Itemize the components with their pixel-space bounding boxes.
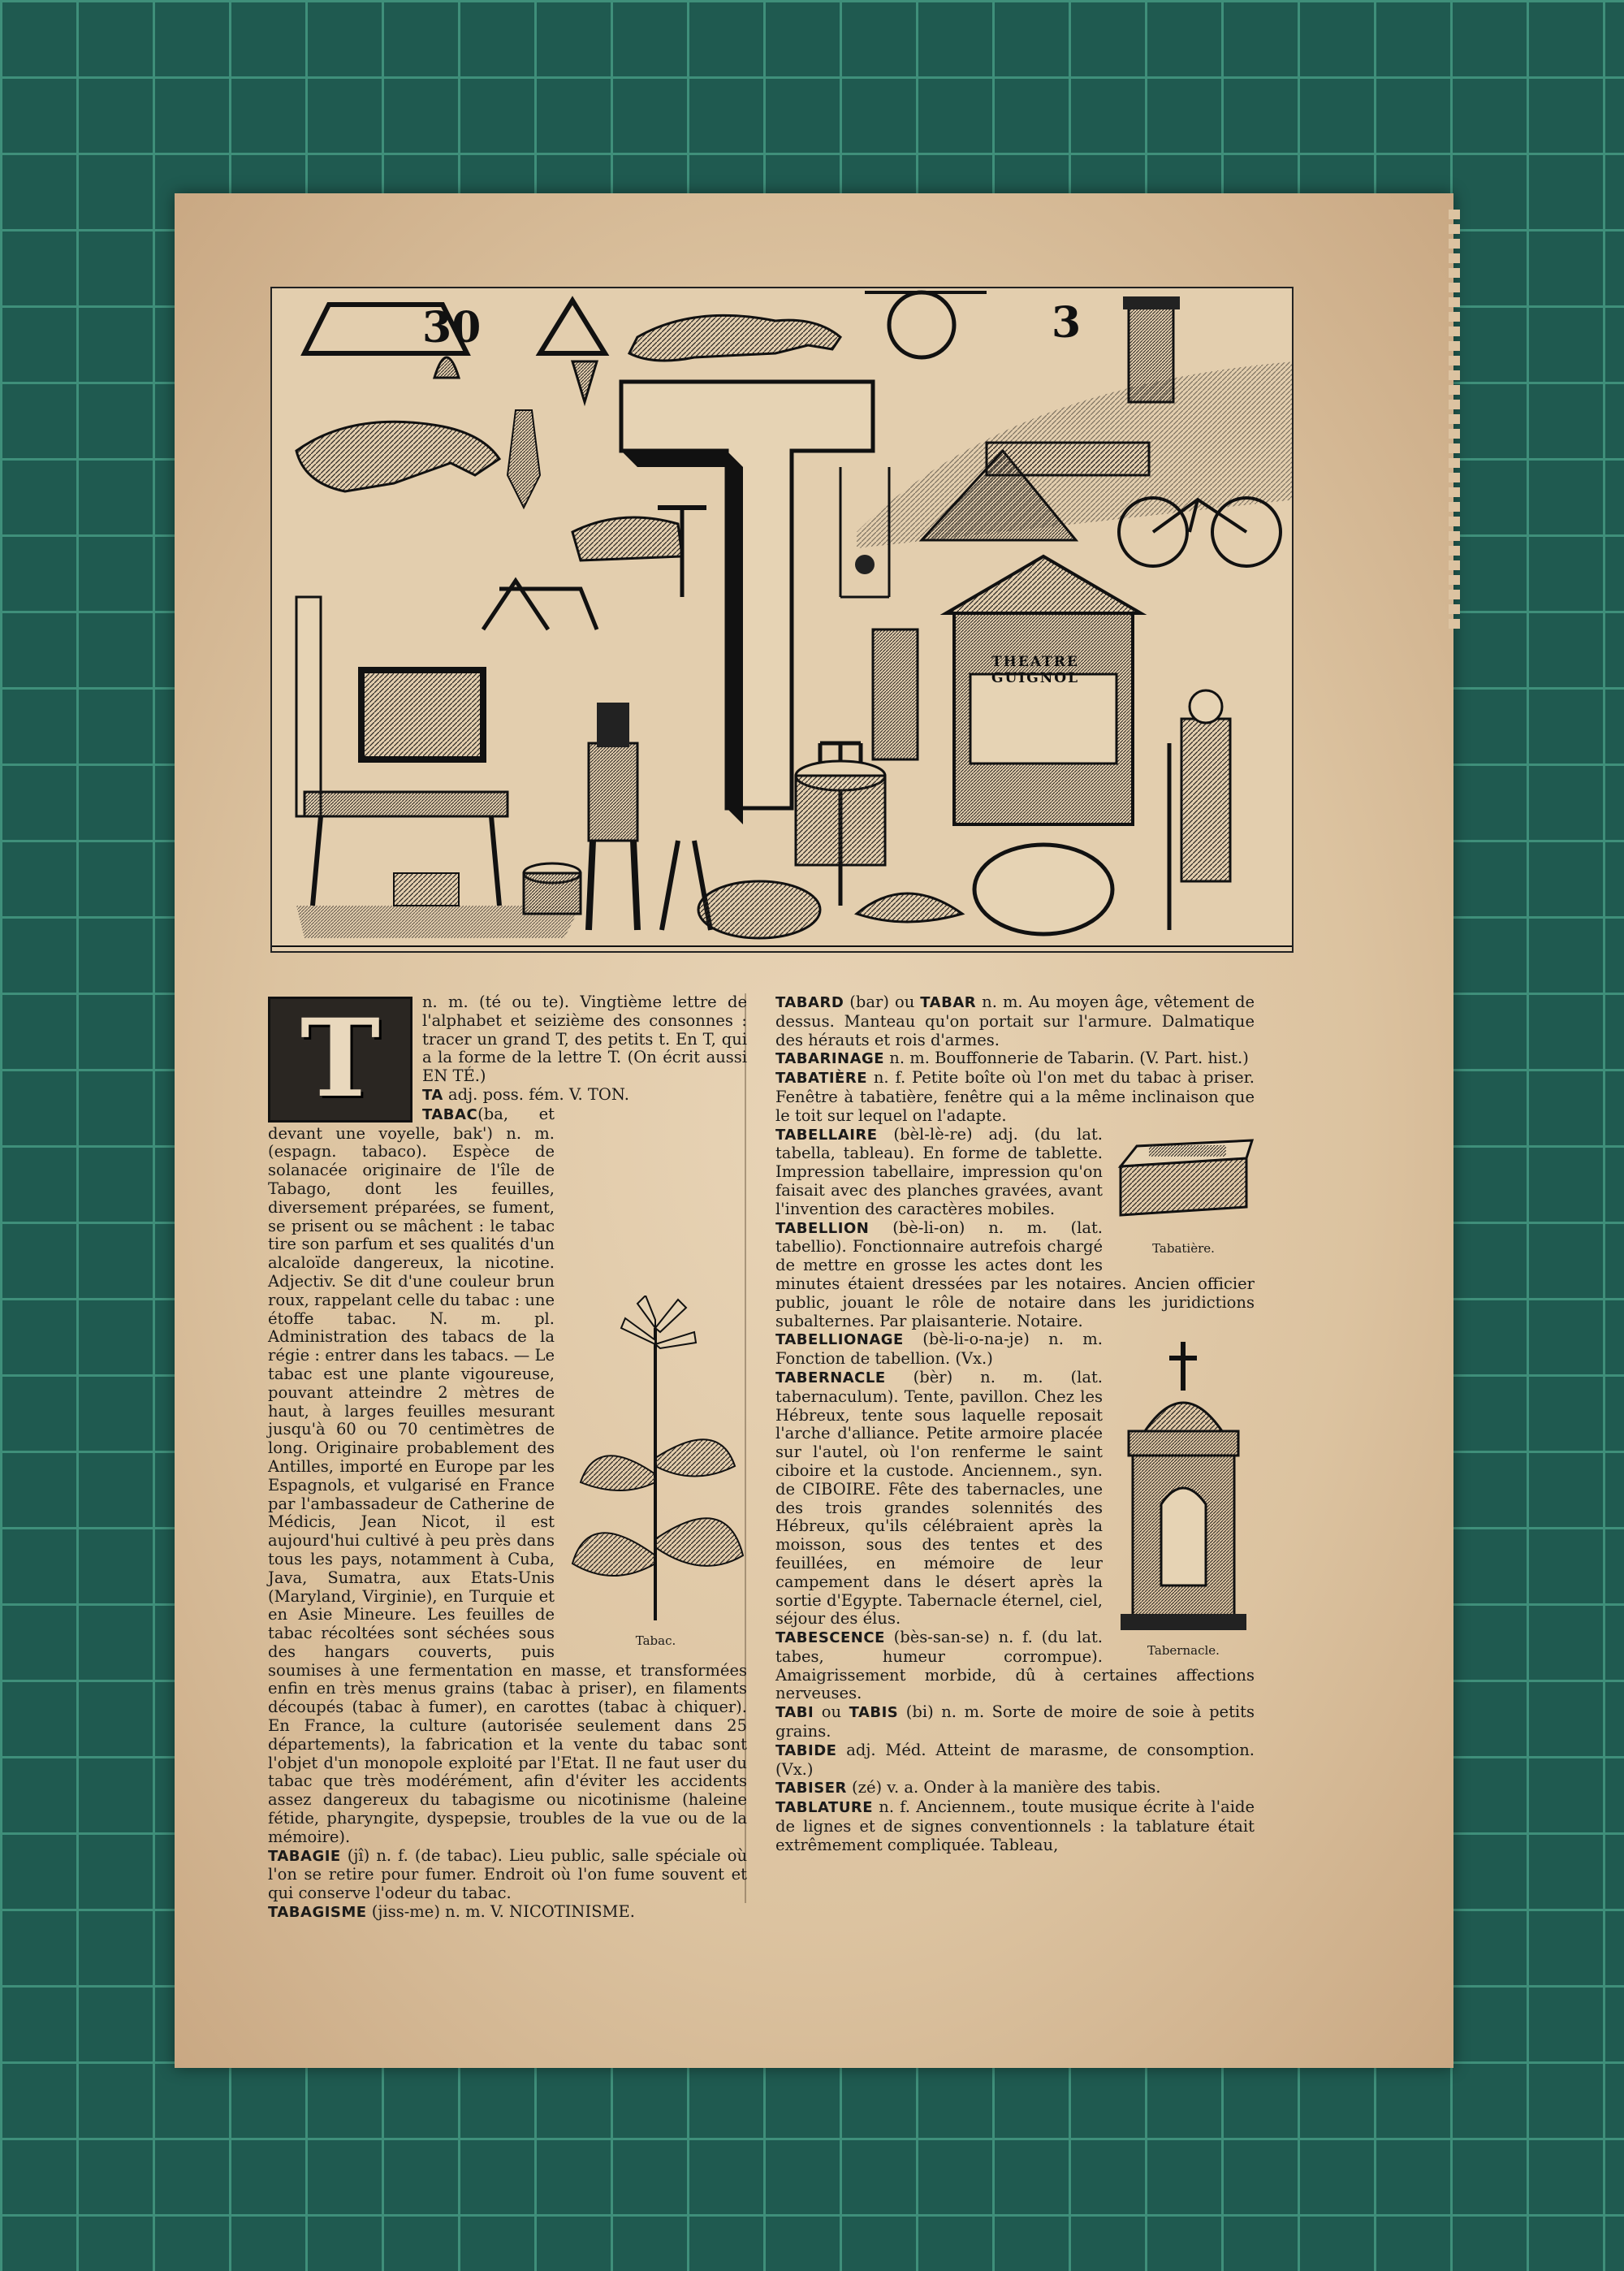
painting-drawing (361, 670, 483, 759)
right-column (775, 993, 1255, 1855)
entry-tablature: TABLATURE n. f. Anciennem., toute musique écrite à l'aide de lignes et de signes conventionnels : la tablature était extrêmement compliquée. Tableau, (775, 1797, 1255, 1854)
headword: TABIS (849, 1704, 899, 1722)
figure-tabernacle (1112, 1335, 1255, 1660)
headword: TABAGIE (268, 1847, 341, 1865)
tambourine-drawing (974, 845, 1112, 934)
headword: TABELLION (775, 1219, 870, 1237)
ornamental-dropcap: T (268, 997, 412, 1123)
dictionary-page (175, 193, 1453, 2068)
tapir-drawing (572, 517, 682, 560)
plate-label-3: 3 (1052, 298, 1082, 348)
tiger-drawing (629, 315, 840, 361)
headword: TABESCENCE (775, 1629, 885, 1647)
headword: TABARINAGE (775, 1050, 885, 1068)
headword: TABATIÈRE (775, 1070, 867, 1088)
circle-tangent-shape (889, 292, 954, 357)
figure-caption: Tabernacle. (1147, 1643, 1220, 1659)
tower-drawing (1129, 305, 1173, 402)
headword: TABARD (775, 994, 844, 1011)
figure-caption: Tabatière. (1152, 1241, 1215, 1257)
headword: TABLATURE (775, 1799, 874, 1817)
tricorn-drawing (857, 893, 962, 922)
entry-tabatiere: TABATIÈRE n. f. Petite boîte où l'on met du tabac à priser. Fenêtre à tabatière, fenêtre qui a la même inclinaison que le toit sur lequel on l'adapte. (775, 1068, 1255, 1125)
matador-drawing (508, 410, 540, 508)
entry-tabescence: TABESCENCE (bès-san-se) n. f. (du lat. tabes, humeur corrompue). Amaigrissement morbide, dû à certaines affections nerveuses. (775, 1628, 1255, 1703)
entry-tabac: TABAC(ba, et devant une voyelle, bak') n. m. (espagn. tabaco). Espèce de solanacée originaire de l'île de Tabago, dont les feuilles, diversement préparées, se fument, se prisent ou se mâchent : le tabac tire son parfum et ses qualités d'un alcaloïde dangereux, la nicotine. Adjectiv. Se dit d'une couleur brun roux, rappelant celle du tabac : une étoffe tabac. N. m. pl. Administration des tabacs de la régie : entrer dans les tabacs. — Le tabac est une plante vigoureuse, pouvant atteindre 2 mètres de haut, à larges feuilles mesurant jusqu'à 60 ou 70 centimètres de long. Originaire probablement des Antilles, importé en Europe par les Espagnols, et vulgarisé en France par l'ambassadeur de Catherine de Médicis, Jean Nicot, il est aujourd'hui cultivé à peu près dans tous les pays, notamment à Cuba, Java, Sumatra, aux Etats-Unis (Maryland, Virginie), en Turquie et en Asie Mineure. Les feuilles de tabac récoltées sont séchées sous des hangars couverts, puis soumises à une fermentation en masse, et transformées enfin en très menus grains (tabac à priser), en filaments découpés (tabac à fumer), en carottes (tabac à chiquer). En France, la culture (autorisée seulement dans 25 départements), la fabrication et la vente du tabac sont l'objet d'un monopole exploité par l'Etat. Il ne faut user du tabac que très modérément, afin d'éviter les accidents assez dangereux du tabagisme ou nicotinisme (haleine fétide, pharyngite, dyspepsie, troubles de la vue ou de la mémoire). (268, 1104, 747, 1846)
tabernacle-drawing (1112, 1342, 1255, 1634)
entry-t: n. m. (té ou te). Vingtième lettre de l'alphabet et seizième des consonnes : tracer un grand T, des petits t. En T, qui a la forme de la lettre T. (On écrit aussi EN TÉ.) (422, 993, 747, 1086)
headword: TABELLIONAGE (775, 1331, 904, 1349)
plate-engraving (272, 288, 1294, 953)
left-column (268, 993, 747, 1923)
entry-ta: TA adj. poss. fém. V. TON. (422, 1084, 629, 1104)
tobacco-plant-drawing (564, 1296, 747, 1624)
headword: TABAGISME (268, 1904, 367, 1922)
turco-soldier-drawing (1181, 719, 1230, 881)
entry-tabi: TABI ou TABIS (bi) n. m. Sorte de moire de soie à petits grains. (775, 1702, 1255, 1741)
cooper-drawing (873, 629, 918, 759)
entry-tabagisme: TABAGISME (jiss-me) n. m. V. NICOTINISME. (268, 1902, 635, 1922)
headword: TA (422, 1086, 443, 1104)
entry-tabagie: TABAGIE (jî) n. f. (de tabac). Lieu public, salle spéciale où l'on se retire pour fumer. Endroit où l'on fume souvent et qui conserve l'odeur du tabac. (268, 1845, 747, 1903)
thermometer-drawing (296, 597, 321, 816)
headword: TABELLAIRE (775, 1126, 878, 1144)
soldier-drawing (589, 743, 637, 841)
snuffbox-drawing (1112, 1134, 1255, 1233)
figure-tabac (564, 1292, 747, 1650)
bull-drawing (296, 422, 499, 491)
trestle-drawing (483, 581, 597, 629)
headword: TABI (775, 1704, 814, 1722)
turtle-drawing (698, 881, 820, 938)
illustration-plate (270, 287, 1294, 953)
entry-tabellionage: TABELLIONAGE (bè-li-o-na-je) n. m. Fonction de tabellion. (Vx.) (775, 1330, 1103, 1369)
figure-tabatiere (1112, 1131, 1255, 1259)
entry-tabellaire: TABELLAIRE (bèl-lè-re) adj. (du lat. tabella, tableau). En forme de tablette. Impression tabellaire, impression qu'on faisait avec des planches gravées, avant l'invention des caractères mobiles. (775, 1124, 1103, 1218)
headword: TABISER (775, 1780, 847, 1797)
headword: TABIDE (775, 1741, 837, 1759)
spinning-top-drawing (572, 361, 597, 402)
tiara-drawing (434, 357, 459, 378)
plate-label-30: 30 (422, 303, 482, 353)
table-drawing (304, 792, 508, 816)
train-drawing (987, 443, 1149, 475)
theatre-sign: THEATRE GUIGNOL (991, 654, 1080, 686)
entry-tabernacle: TABERNACLE (bèr) n. m. (lat. tabernaculum). Tente, pavillon. Chez les Hébreux, tente sous laquelle reposait l'arche d'alliance. Petite armoire placée sur l'autel, où l'on renferme le saint ciboire et la custode. Anciennem., syn. de CIBOIRE. Fête des tabernacles, une des trois grandes solennités des Hébreux, qu'ils célébraient après la moisson, sous des tentes et des feuillées, en mémoire de leur campement dans le désert après la sortie d'Egypte. Tabernacle éternel, ciel, séjour des élus. (775, 1367, 1103, 1629)
headword: TABERNACLE (775, 1369, 886, 1386)
entry-tabide: TABIDE adj. Méd. Atteint de marasme, de consomption. (Vx.) (775, 1740, 1255, 1779)
torn-edge (1449, 210, 1460, 632)
headword: TABAC (422, 1105, 478, 1123)
entry-tabiser: TABISER (zé) v. a. Onder à la manière des tabis. (775, 1778, 1161, 1797)
figure-caption: Tabac. (635, 1633, 676, 1648)
stool-drawing (394, 873, 459, 906)
triangle-shape (540, 301, 605, 353)
entry-tabarinage: TABARINAGE n. m. Bouffonnerie de Tabarin. (V. Part. hist.) (775, 1049, 1249, 1068)
headword: TABAR (920, 994, 977, 1011)
entry-tabard: TABARD (bar) ou TABAR n. m. Au moyen âge, vêtement de dessus. Manteau qu'on portait sur l'armure. Dalmatique des hérauts et rois d'armes. (775, 993, 1255, 1049)
entry-tabellion: TABELLION (bè-li-on) n. m. (lat. tabellio). Fonctionnaire autrefois chargé de mettre en grosse les actes dont les minutes étaient dressées par les notaires. Ancien officier public, jouant le rôle de notaire dans les juridictions subalternes. Par plaisanterie. Notaire. (775, 1218, 1255, 1330)
